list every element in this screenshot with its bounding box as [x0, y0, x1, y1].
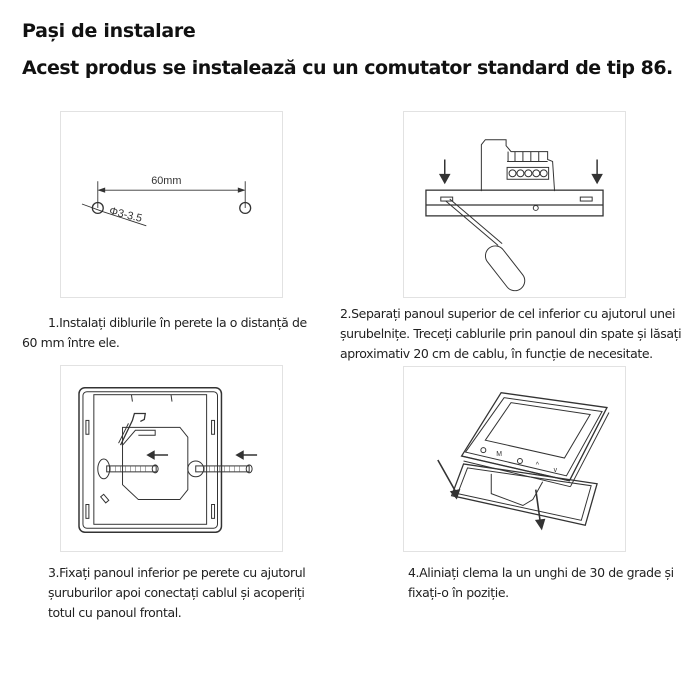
svg-text:^: ^	[535, 461, 540, 469]
step-3-caption	[48, 563, 338, 623]
dimension-label: 60mm	[151, 175, 182, 188]
svg-text:v: v	[553, 466, 558, 474]
step-3-caption-line: 3.Fixați panoul inferior pe perete cu ajutorul	[48, 565, 306, 580]
page-title: Pași de instalare	[22, 20, 196, 42]
step-1-caption	[22, 313, 322, 353]
step-2-caption-line: 2.Separați panoul superior de cel inferior cu ajutorul unei	[340, 306, 676, 321]
step-4-caption-line: 4.Aliniați clema la un unghi de 30 de grade și	[408, 565, 674, 580]
step-2-caption-line: șurubelnițe. Treceți cablurile prin panoul din spate și lăsați	[340, 326, 682, 341]
step-3-caption-line: totul cu panoul frontal.	[48, 605, 182, 620]
step-3-caption-line: șuruburilor apoi conectați cablul și acoperiți	[48, 585, 305, 600]
step-2-caption-line: aproximativ 20 cm de cablu, în funcție de necesitate.	[340, 346, 653, 361]
screwdriver-separating-panels-diagram	[404, 112, 625, 297]
step-4-figure	[403, 366, 626, 552]
step-1-caption-line: 60 mm între ele.	[22, 335, 120, 350]
back-panel-screws-diagram	[61, 366, 282, 551]
step-1-figure	[60, 111, 283, 298]
step-3-figure	[60, 365, 283, 552]
step-2-caption	[340, 304, 695, 364]
hole-diameter-label: Φ3-3.5	[107, 205, 144, 225]
step-1-caption-line: 1.Instalați diblurile în perete la o distanță de	[48, 315, 307, 330]
step-4-caption	[408, 563, 698, 603]
page-subtitle: Acest produs se instalează cu un comutator standard de tip 86.	[22, 57, 673, 79]
front-panel-alignment-diagram	[404, 367, 625, 551]
step-4-caption-line: fixați-o în poziție.	[408, 585, 509, 600]
step-2-figure	[403, 111, 626, 298]
svg-text:M: M	[496, 451, 502, 459]
wall-plug-spacing-diagram	[61, 112, 282, 297]
